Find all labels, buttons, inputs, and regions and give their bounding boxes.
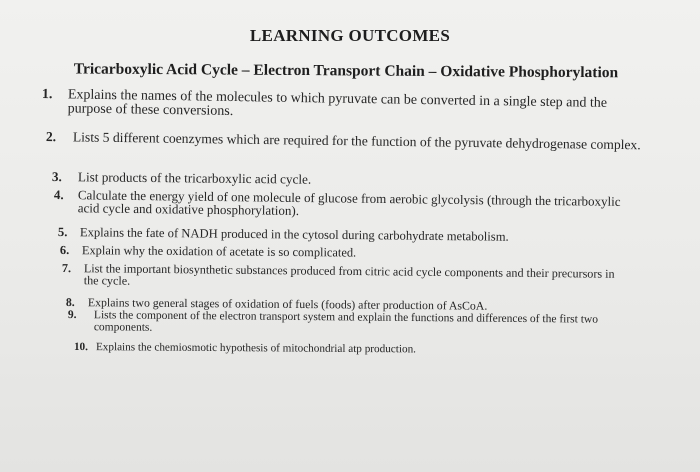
outcome-item [52,170,612,189]
outcome-item [74,342,594,357]
outcome-item [54,188,638,222]
outcome-item [60,244,600,261]
outcome-text: Lists 5 different coenzymes which are required for the function of the pyruvate dehydrogenase complex. [72,129,641,153]
outcome-text: Explains the names of the molecules to which pyruvate can be converted in a single step and the purpose of these conversions. [67,87,608,120]
outcome-number: 3. [51,169,62,185]
outcome-text: Calculate the energy yield of one molecule of glucose from aerobic glycolysis (through the tricarboxylic acid cycle and oxidative phosphorylation). [77,187,621,219]
outcome-text: Explains the chemiosmotic hypothesis of mitochondrial atp production. [95,341,417,356]
outcome-text: Explain why the oxidation of acetate is so complicated. [81,243,357,260]
outcome-text: List products of the tricarboxylic acid cycle. [77,169,312,187]
outcome-number: 6. [59,243,70,258]
outcome-item [58,226,618,245]
outcome-number: 8. [65,295,75,310]
outcome-text: Explains two general stages of oxidation of fuels (foods) after production of AsCoA. [87,295,488,313]
outcome-number: 9. [67,309,77,322]
outcome-item [46,130,642,152]
outcome-number: 4. [53,187,64,203]
outcome-item [62,262,622,293]
outcome-item [42,88,650,126]
outcome-item [68,310,616,338]
outcome-text: Lists the component of the electron transport system and explain the functions and differences of the first two components. [93,309,599,334]
outcome-number: 1. [41,87,53,103]
outcome-number: 10. [73,341,88,354]
outcome-text: List the important biosynthetic substances produced from citric acid cycle components and their precursors in the cycle. [83,261,615,289]
outcome-number: 7. [61,261,72,276]
outcome-number: 5. [57,225,68,240]
page-heading: LEARNING OUTCOMES [249,26,451,45]
outcome-text: Explains the fate of NADH produced in the cytosol during carbohydrate metabolism. [79,225,509,244]
page-subtitle: Tricarboxylic Acid Cycle – Electron Transport Chain – Oxidative Phosphorylation [73,60,619,82]
outcome-number: 2. [45,129,57,145]
